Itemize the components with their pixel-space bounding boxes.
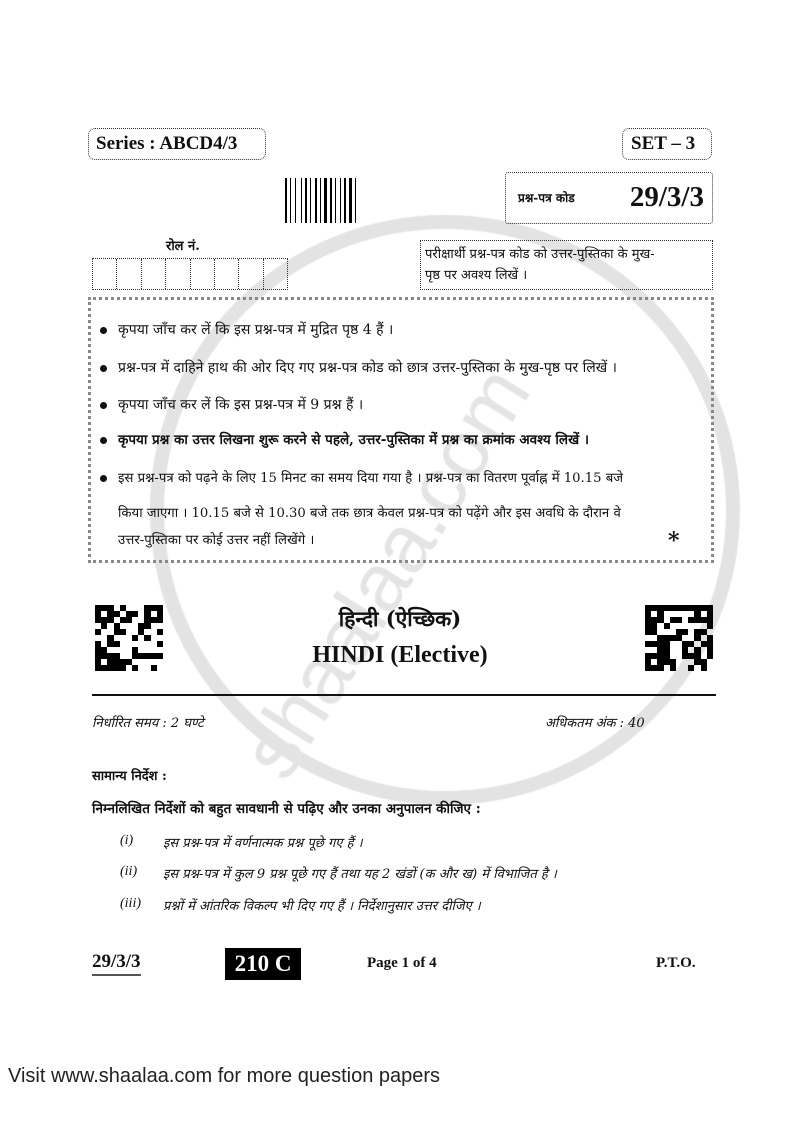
title-english: HINDI (Elective) (312, 642, 488, 668)
paper-code-label: प्रश्न-पत्र कोड (518, 191, 575, 205)
general-item: प्रश्नों में आंतरिक विकल्प भी दिए गए हैं । निर्देशानुसार उत्तर दीजिए । (163, 899, 481, 914)
series-label: Series : ABCD4/3 (96, 133, 238, 154)
page-number: Page 1 of 4 (367, 955, 437, 971)
barcode-bar (305, 178, 307, 223)
star-mark: * (668, 528, 680, 554)
site-footer-text: Visit www.shaalaa.com for more question papers (8, 1065, 441, 1087)
max-marks: अधिकतम अंक : 40 (545, 716, 645, 731)
footer-code-box: 210 C (225, 948, 301, 980)
barcode-bar (335, 178, 336, 223)
general-instructions-heading: सामान्य निर्देश : (92, 769, 167, 784)
paper-code-box (505, 172, 713, 224)
bullet-icon (100, 327, 107, 334)
barcode-bar (301, 178, 302, 223)
candidate-note-box (420, 240, 713, 290)
instruction-item: कृपया जाँच कर लें कि इस प्रश्न-पत्र में 9 प्रश्न हैं । (118, 397, 364, 413)
instruction-item: कृपया जाँच कर लें कि इस प्रश्न-पत्र में मुद्रित पृष्ठ 4 हैं । (118, 322, 394, 338)
general-item: इस प्रश्न-पत्र में वर्णनात्मक प्रश्न पूछे गए हैं । (163, 836, 363, 851)
item-number: (i) (120, 833, 134, 848)
barcode-bar (340, 178, 341, 223)
instruction-item-continued: उत्तर-पुस्तिका पर कोई उत्तर नहीं लिखेंगे । (118, 533, 315, 548)
pto-label: P.T.O. (656, 955, 696, 971)
instruction-item: इस प्रश्न-पत्र को पढ़ने के लिए 15 मिनट का समय दिया गया है । प्रश्न-पत्र का वितरण पूर्वाह्न में 10.15 बजे (118, 471, 624, 486)
bullet-icon (100, 475, 107, 482)
barcode-bar (295, 178, 296, 223)
set-box (622, 128, 712, 160)
series-box (88, 128, 266, 160)
barcode-bar (355, 178, 356, 223)
instruction-item: प्रश्न-पत्र में दाहिने हाथ की ओर दिए गए प्रश्न-पत्र कोड को छात्र उत्तर-पुस्तिका के मुख-पृष्ठ पर लिखें । (118, 360, 617, 376)
bullet-icon (100, 402, 107, 409)
paper-code: 29/3/3 (629, 181, 704, 213)
barcode-bar (290, 178, 291, 223)
instruction-item-continued: किया जाएगा । 10.15 बजे से 10.30 बजे तक छात्र केवल प्रश्न-पत्र को पढ़ेंगे और इस अवधि के दौरान वे (118, 506, 621, 521)
roll-no-label: रोल नं. (166, 239, 200, 254)
barcode-bar (320, 178, 321, 223)
candidate-note-line1: परीक्षार्थी प्रश्न-पत्र कोड को उत्तर-पुस्तिका के मुख- (425, 247, 655, 262)
footer-paper-code: 29/3/3 (92, 951, 141, 976)
general-instructions-intro: निम्नलिखित निर्देशों को बहुत सावधानी से पढ़िए और उनका अनुपालन कीजिए : (92, 801, 481, 817)
barcode-bar (285, 178, 287, 223)
item-number: (iii) (120, 896, 141, 911)
item-number: (ii) (120, 864, 138, 879)
bullet-icon (100, 437, 107, 444)
divider (92, 694, 716, 696)
general-item: इस प्रश्न-पत्र में कुल 9 प्रश्न पूछे गए हैं तथा यह 2 खंडों (क और ख) में विभाजित है । (163, 867, 557, 882)
barcode-bar (324, 178, 327, 223)
candidate-note-line2: पृष्ठ पर अवश्य लिखें । (425, 268, 528, 283)
barcode-bar (344, 178, 346, 223)
title-hindi: हिन्दी (ऐच्छिक) (338, 606, 462, 631)
set-label: SET – 3 (631, 133, 696, 154)
barcode-bar (315, 178, 317, 223)
barcode (285, 178, 361, 223)
barcode-bar (349, 178, 352, 223)
barcode-bar (310, 178, 311, 223)
barcode-bar (330, 178, 332, 223)
bullet-icon (100, 365, 107, 372)
instruction-item: कृपया प्रश्न का उत्तर लिखना शुरू करने से पहले, उत्तर-पुस्तिका में प्रश्न का क्रमांक अवश्य लिखें । (118, 432, 589, 448)
roll-no-boxes[interactable] (92, 258, 288, 290)
time-allowed: निर्धारित समय : 2 घण्टे (92, 716, 204, 731)
